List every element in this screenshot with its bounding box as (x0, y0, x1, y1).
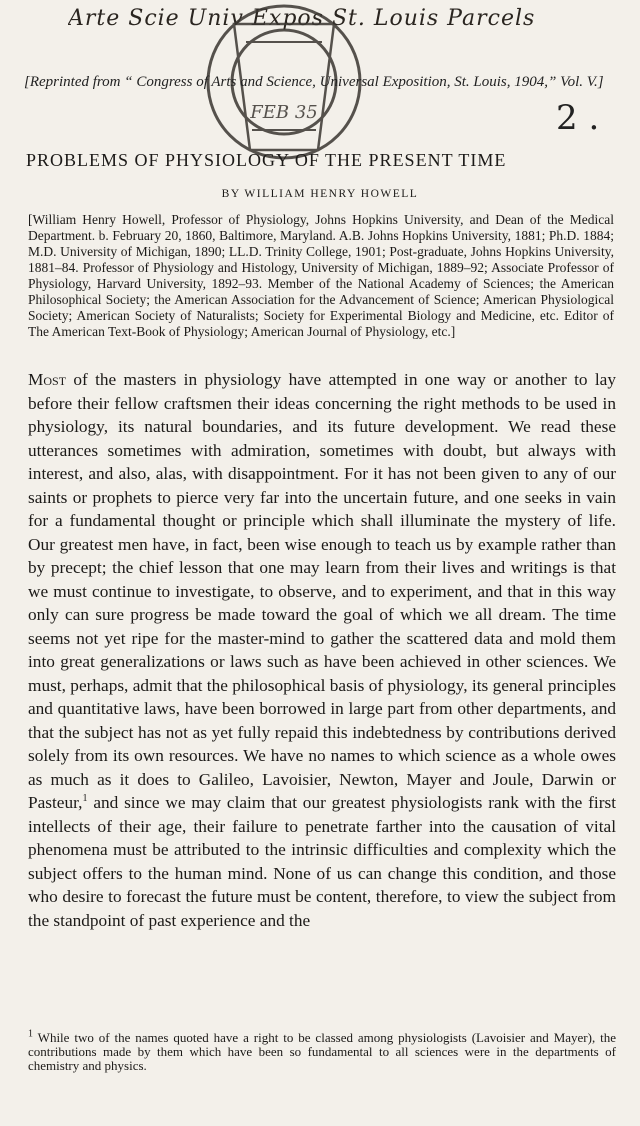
page-number: 2 . (556, 98, 600, 138)
footnote-mark: 1 (28, 1028, 33, 1040)
body-paragraph (28, 368, 616, 932)
author-byline: BY WILLIAM HENRY HOWELL (221, 188, 419, 200)
stamp-year: FEB 35 (250, 102, 318, 123)
handwritten-inscription: Arte Scie Univ Expos St. Louis Parcels (68, 6, 536, 31)
body-text-part-2: and since we may claim that our greatest physiologists rank with the first intellects of their age, their failure to penetrate farther into the causation of vital phenomena must be attributed to the intrinsic difficulties and complexity which the subject offers to the human mind. None of us can change this condition, and those who desire to forecast the future must be content, therefore, to view the subject from the standpoint of past experience and the (28, 793, 616, 930)
footnote-text: While two of the names quoted have a right to be classed among physiologists (Lavoisier and Mayer), the contributions made by them which have been so fundamental to all sciences were in the departments of chemistry and physics. (28, 1030, 616, 1073)
lead-word: Most (28, 370, 67, 389)
article-title: PROBLEMS OF PHYSIOLOGY OF THE PRESENT TIME (26, 150, 507, 170)
footnote-reference: 1 (82, 793, 88, 805)
footnote (28, 1028, 616, 1073)
reprint-note: [Reprinted from “ Congress of Arts and Science, Universal Exposition, St. Louis, 1904,” Vol. V.] (24, 74, 604, 90)
author-biography: [William Henry Howell, Professor of Physiology, Johns Hopkins University, and Dean of the Medical Department. b. February 20, 1860, Baltimore, Maryland. A.B. Johns Hopkins University, 1881; Ph.D. 1884; M.D. University of Michigan, 1890; LL.D. Trinity College, 1901; Post-graduate, Johns Hopkins University, 1881–84. Professor of Physiology and Histology, University of Michigan, 1889–92; Associate Professor of Physiology, Harvard University, 1892–93. Member of the National Academy of Sciences; the American Philosophical Society; the American Association for the Advancement of Science; American Physiological Society; American Society of Naturalists; Society for Experimental Biology and Medicine, etc. Editor of The American Text-Book of Physiology; American Journal of Physiology, etc.] (28, 212, 614, 339)
body-text-part-1: of the masters in physiology have attempted in one way or another to lay before their fellow craftsmen their ideas concerning the right methods to be used in physiology, its natural boundaries, and its future development. We read these utterances sometimes with admiration, sometimes with doubt, but always with interest, and also, alas, with disappointment. For it has not been given to any of our saints or prophets to pierce very far into the uncertain future, and one seeks in vain for a fundamental thought or principle which shall illuminate the mystery of life. Our greatest men have, in fact, been wise enough to teach us by example rather than by precept; the chief lesson that one may learn from their lives and writings is that we must continue to investigate, to observe, and to experiment, and that in this way only can sure progress be made toward the goal of which we all dream. The time seems not yet ripe for the master-mind to gather the scattered data and mold them into great generalizations or laws such as have been achieved in other sciences. We must, perhaps, admit that the philosophical basis of physiology, its general principles and quantitative laws, have been borrowed in large part from other departments, and that the subject has not as yet fully repaid this indebtedness by contributions derived solely from its own resources. We have no names to which science as a whole owes as much as it does to Galileo, Lavoisier, Newton, Mayer and Joule, Darwin or Pasteur, (28, 370, 616, 812)
